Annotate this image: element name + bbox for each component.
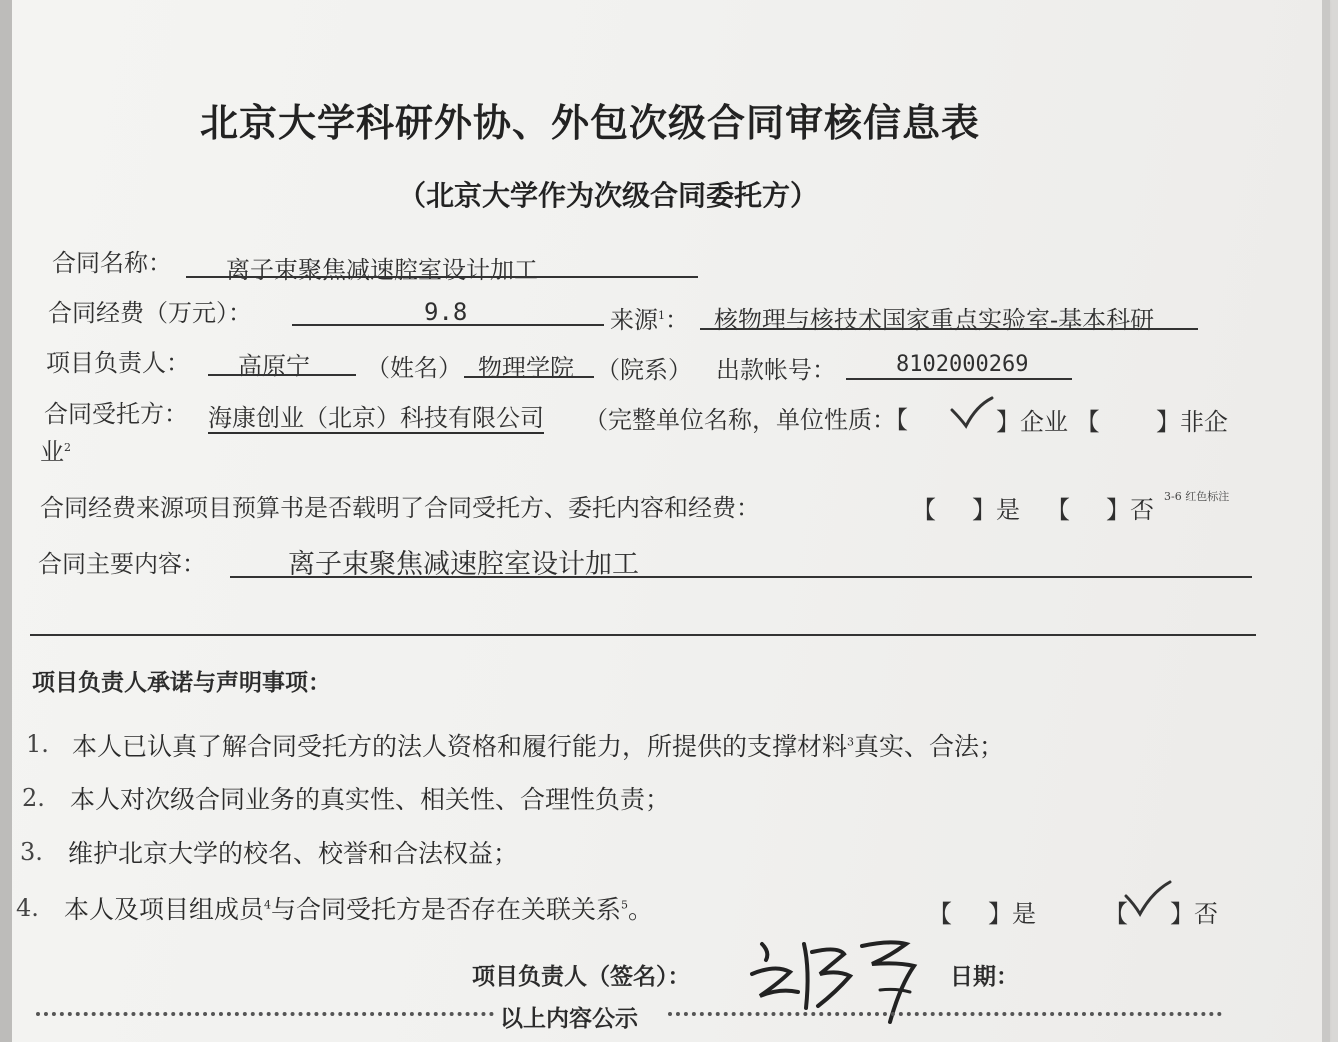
commitment-2: 本人对次级合同业务的真实性、相关性、合理性负责； — [70, 785, 671, 814]
fee-source-underline — [700, 328, 1198, 330]
enterprise-option: 】企业 【 — [996, 408, 1100, 436]
commitment-4: 本人及项目组成员$^4$与合同受托方是否存在关联关系$^5$。 — [64, 895, 654, 924]
budget-no-option: 】否 — [1106, 496, 1154, 524]
main-content-value: 离子束聚焦减速腔室设计加工 — [288, 549, 639, 580]
contractor-wrap: 业$^2$ — [40, 438, 71, 466]
commitment-4-number: 4. — [16, 894, 39, 922]
contractor-value: 海康创业（北京）科技有限公司 — [208, 404, 544, 432]
contractor-note: （完整单位名称，单位性质：【 — [584, 406, 908, 434]
main-content-label: 合同主要内容： — [38, 550, 206, 578]
project-leader-label: 项目负责人： — [46, 349, 190, 377]
page-edge-left — [0, 0, 12, 1042]
project-leader-name: 高原宁 — [238, 352, 310, 380]
document-title: 北京大学科研外协、外包次级合同审核信息表 — [200, 100, 981, 145]
account-value: 8102000269 — [896, 352, 1029, 377]
commitment-3-number: 3. — [20, 838, 43, 866]
footer-publicity-note: 以上内容公示 — [500, 1005, 638, 1032]
main-content-underline — [230, 576, 1252, 578]
item4-open-1: 【 — [928, 900, 952, 928]
dept-hint: （院系） — [596, 356, 692, 384]
contract-name-underline — [186, 276, 698, 278]
budget-footnote-marker: 3-6 红色标注 — [1164, 490, 1230, 503]
commitments-title: 项目负责人承诺与声明事项： — [32, 669, 331, 696]
document-subtitle: （北京大学作为次级合同委托方） — [398, 179, 819, 212]
name-hint: （姓名） — [366, 354, 462, 382]
enterprise-check-mark — [948, 396, 994, 432]
budget-open-2: 【 — [1046, 496, 1070, 524]
footer-dotted-line-right — [668, 1012, 1222, 1016]
budget-question: 合同经费来源项目预算书是否载明了合同受托方、委托内容和经费： — [40, 494, 760, 522]
project-leader-dept: 物理学院 — [478, 354, 574, 382]
contract-name-value: 离子束聚焦减速腔室设计加工 — [226, 256, 538, 284]
commitment-1-number: 1. — [26, 730, 49, 758]
leader-name-underline — [208, 374, 356, 376]
account-label: 出款帐号： — [716, 356, 836, 384]
item4-open-2: 【 — [1104, 900, 1128, 928]
item4-no-check-mark — [1122, 880, 1172, 920]
item4-no-option: 】否 — [1170, 900, 1218, 928]
signature-label: 项目负责人（签名）： — [472, 963, 691, 990]
item4-yes-option: 】是 — [988, 900, 1036, 928]
contract-fee-value: 9.8 — [424, 298, 468, 326]
dept-underline — [464, 376, 594, 378]
fee-source-label: 来源$^1$： — [610, 306, 689, 334]
budget-open-1: 【 — [912, 496, 936, 524]
commitment-1: 本人已认真了解合同受托方的法人资格和履行能力，所提供的支撑材料$^3$真实、合法； — [72, 732, 1005, 761]
page-edge — [1322, 0, 1330, 1042]
commitment-2-number: 2. — [22, 784, 45, 812]
account-underline — [846, 378, 1072, 380]
contract-fee-label: 合同经费（万元）： — [48, 299, 252, 327]
non-enterprise-option: 】非企 — [1156, 408, 1228, 436]
main-content-underline-2 — [30, 634, 1256, 636]
contract-name-label: 合同名称： — [52, 249, 172, 277]
contract-fee-underline — [292, 324, 604, 326]
commitment-3: 维护北京大学的校名、校誉和合法权益； — [68, 839, 519, 868]
fee-source-value: 核物理与核技术国家重点实验室-基本科研 — [714, 306, 1155, 334]
footer-dotted-line-left — [36, 1012, 494, 1016]
budget-yes-option: 】是 — [972, 496, 1020, 524]
date-label: 日期： — [950, 963, 1019, 990]
contractor-label: 合同受托方： — [44, 400, 188, 428]
